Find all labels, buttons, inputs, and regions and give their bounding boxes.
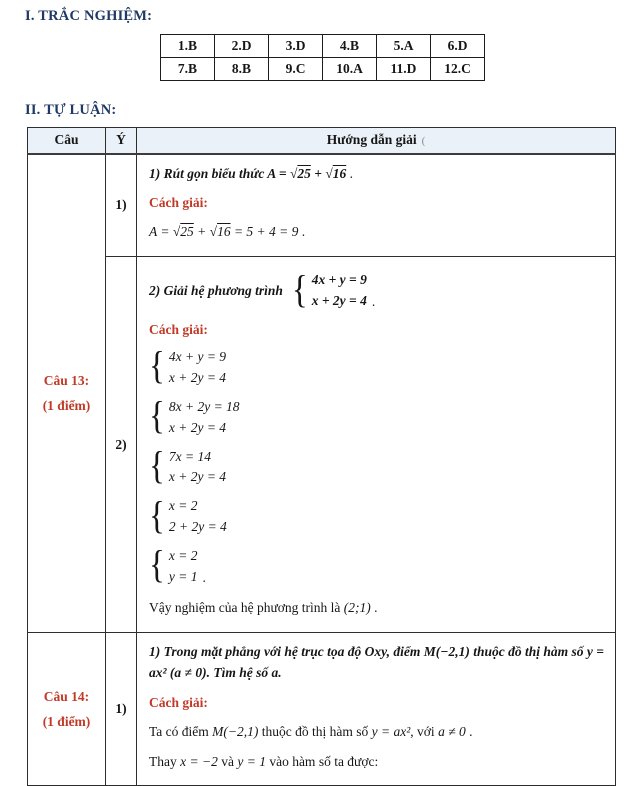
solution-line [149, 642, 605, 684]
equation-line: 4x + y = 9 [311, 272, 367, 288]
equation-line: x + 2y = 4 [311, 293, 367, 309]
answer-cell: 11.D [377, 58, 431, 81]
solution-line [149, 164, 605, 185]
system-tail: . [371, 294, 376, 310]
math-expression: A = √25 + √16 = 5 + 4 = 9 [149, 224, 299, 240]
section-tu-luan-title: II. TỰ LUẬN: [25, 102, 117, 118]
math-expression: M(−2,1) [212, 723, 259, 739]
equation-line: 7x = 14 [168, 448, 211, 464]
brace-icon: { [149, 445, 165, 488]
question-id: Câu 14: [43, 688, 90, 704]
solution-header-row [28, 128, 616, 154]
solution-line [149, 222, 605, 243]
plain-text: . [370, 599, 378, 615]
cach-giai-label: Cách giải: [149, 694, 208, 710]
answer-cell: 9.C [269, 58, 323, 81]
problem-text: , điểm [386, 643, 424, 659]
cach-giai-label: Cách giải: [149, 195, 208, 211]
brace-icon: { [291, 269, 308, 312]
answer-cell: 4.B [323, 35, 377, 58]
question-points: (1 điểm) [42, 397, 91, 413]
math-expression: y = ax² [371, 723, 411, 739]
problem-text: 2) Giải hệ phương trình [149, 283, 283, 299]
answer-row [161, 35, 485, 58]
math-expression: y = 1 [237, 753, 266, 769]
math-expression: x = −2 [180, 753, 218, 769]
plain-text: , với [410, 723, 439, 739]
plain-text: Thay [149, 753, 181, 769]
math-expression: M(−2,1) [423, 643, 470, 659]
solution-table-header [28, 128, 616, 154]
system-lines [169, 399, 240, 437]
plain-text: Vậy nghiệm của hệ phương trình là [149, 599, 344, 615]
part-label-cell: 1) [106, 632, 137, 786]
solution-content-cell [137, 257, 616, 632]
answer-cell: 8.B [215, 58, 269, 81]
answer-cell: 1.B [161, 35, 215, 58]
col-header-cau: Câu [28, 128, 106, 154]
answer-cell: 3.D [269, 35, 323, 58]
part-label-cell: 1) [106, 154, 137, 257]
plain-text: và [217, 753, 238, 769]
math-expression: a ≠ 0 [438, 723, 466, 739]
plain-text: vào hàm số ta được: [265, 753, 379, 769]
equation-line: x + 2y = 4 [168, 469, 227, 485]
equation-line: y = 1 [168, 568, 198, 584]
system-lines [169, 548, 198, 586]
system-lines [169, 449, 226, 487]
brace-icon: { [149, 395, 165, 439]
equation-line: 4x + y = 9 [168, 349, 227, 365]
plain-text: Ta có điểm [149, 723, 213, 739]
solution-row [28, 257, 616, 632]
equation-system [149, 345, 605, 389]
solution-content-cell [137, 632, 616, 786]
equation-system [149, 395, 605, 439]
problem-text: 1) Rút gọn biểu thức [149, 165, 268, 181]
question-cell [28, 154, 106, 633]
answer-row [161, 58, 485, 81]
plain-text: . [465, 723, 473, 739]
problem-text: . Tìm hệ số [206, 664, 272, 680]
answer-cell: 2.D [215, 35, 269, 58]
part-label-cell: 2) [106, 257, 137, 632]
multiple-choice-answer-table [160, 34, 485, 81]
solution-row [28, 632, 616, 786]
math-expression: A = √25 + √16 [267, 165, 347, 181]
plain-text: . [298, 224, 306, 240]
system-tail: . [202, 569, 206, 585]
math-expression: (2;1) [343, 599, 371, 615]
solution-line [149, 722, 605, 743]
problem-text: 1) Trong mặt phẳng với hệ trục tọa độ [149, 643, 365, 659]
answer-cell: 10.A [323, 58, 377, 81]
col-header-guide-text: Hướng dẫn giải [326, 132, 417, 148]
equation-line: x + 2y = 4 [168, 369, 227, 385]
brace-icon: { [149, 495, 165, 538]
header-stray-mark: ( [421, 135, 426, 148]
math-expression: a [271, 664, 279, 680]
brace-icon: { [149, 544, 165, 588]
system-lines [169, 498, 227, 536]
solution-line [149, 598, 605, 619]
question-id: Câu 13: [43, 372, 90, 388]
question-cell [28, 632, 106, 786]
equation-system [149, 544, 605, 588]
equation-line: 2 + 2y = 4 [168, 519, 227, 535]
math-expression: Oxy [364, 643, 387, 659]
equation-line: x = 2 [168, 498, 198, 514]
answer-cell: 5.A [377, 35, 431, 58]
equation-line: x + 2y = 4 [168, 419, 227, 435]
plain-text: thuộc đồ thị hàm số [258, 723, 372, 739]
system-prefix [149, 283, 283, 299]
answer-cell: 7.B [161, 58, 215, 81]
brace-icon: { [149, 345, 165, 389]
plain-text: . [346, 165, 353, 181]
problem-text: . [278, 664, 282, 680]
system-lines [169, 349, 226, 387]
equation-system [149, 269, 605, 312]
answer-cell: 6.D [431, 35, 485, 58]
solution-table [27, 127, 616, 786]
solution-row [28, 154, 616, 257]
question-points: (1 điểm) [42, 713, 91, 729]
answer-cell: 12.C [431, 58, 485, 81]
problem-text: thuộc đồ thị hàm số [469, 643, 587, 659]
cach-giai-label: Cách giải: [149, 322, 208, 338]
col-header-guide [137, 128, 616, 154]
equation-system [149, 495, 605, 538]
solution-content-cell [137, 154, 616, 257]
math-expression: y = ax² (a ≠ 0) [149, 643, 604, 680]
solution-line [149, 752, 605, 773]
equation-line: 8x + 2y = 18 [168, 398, 240, 414]
system-lines [312, 272, 367, 310]
section-trac-nghiem-title: I. TRẮC NGHIỆM: [25, 8, 153, 24]
equation-line: x = 2 [168, 548, 198, 564]
equation-system [149, 445, 605, 488]
col-header-y: Ý [106, 128, 137, 154]
